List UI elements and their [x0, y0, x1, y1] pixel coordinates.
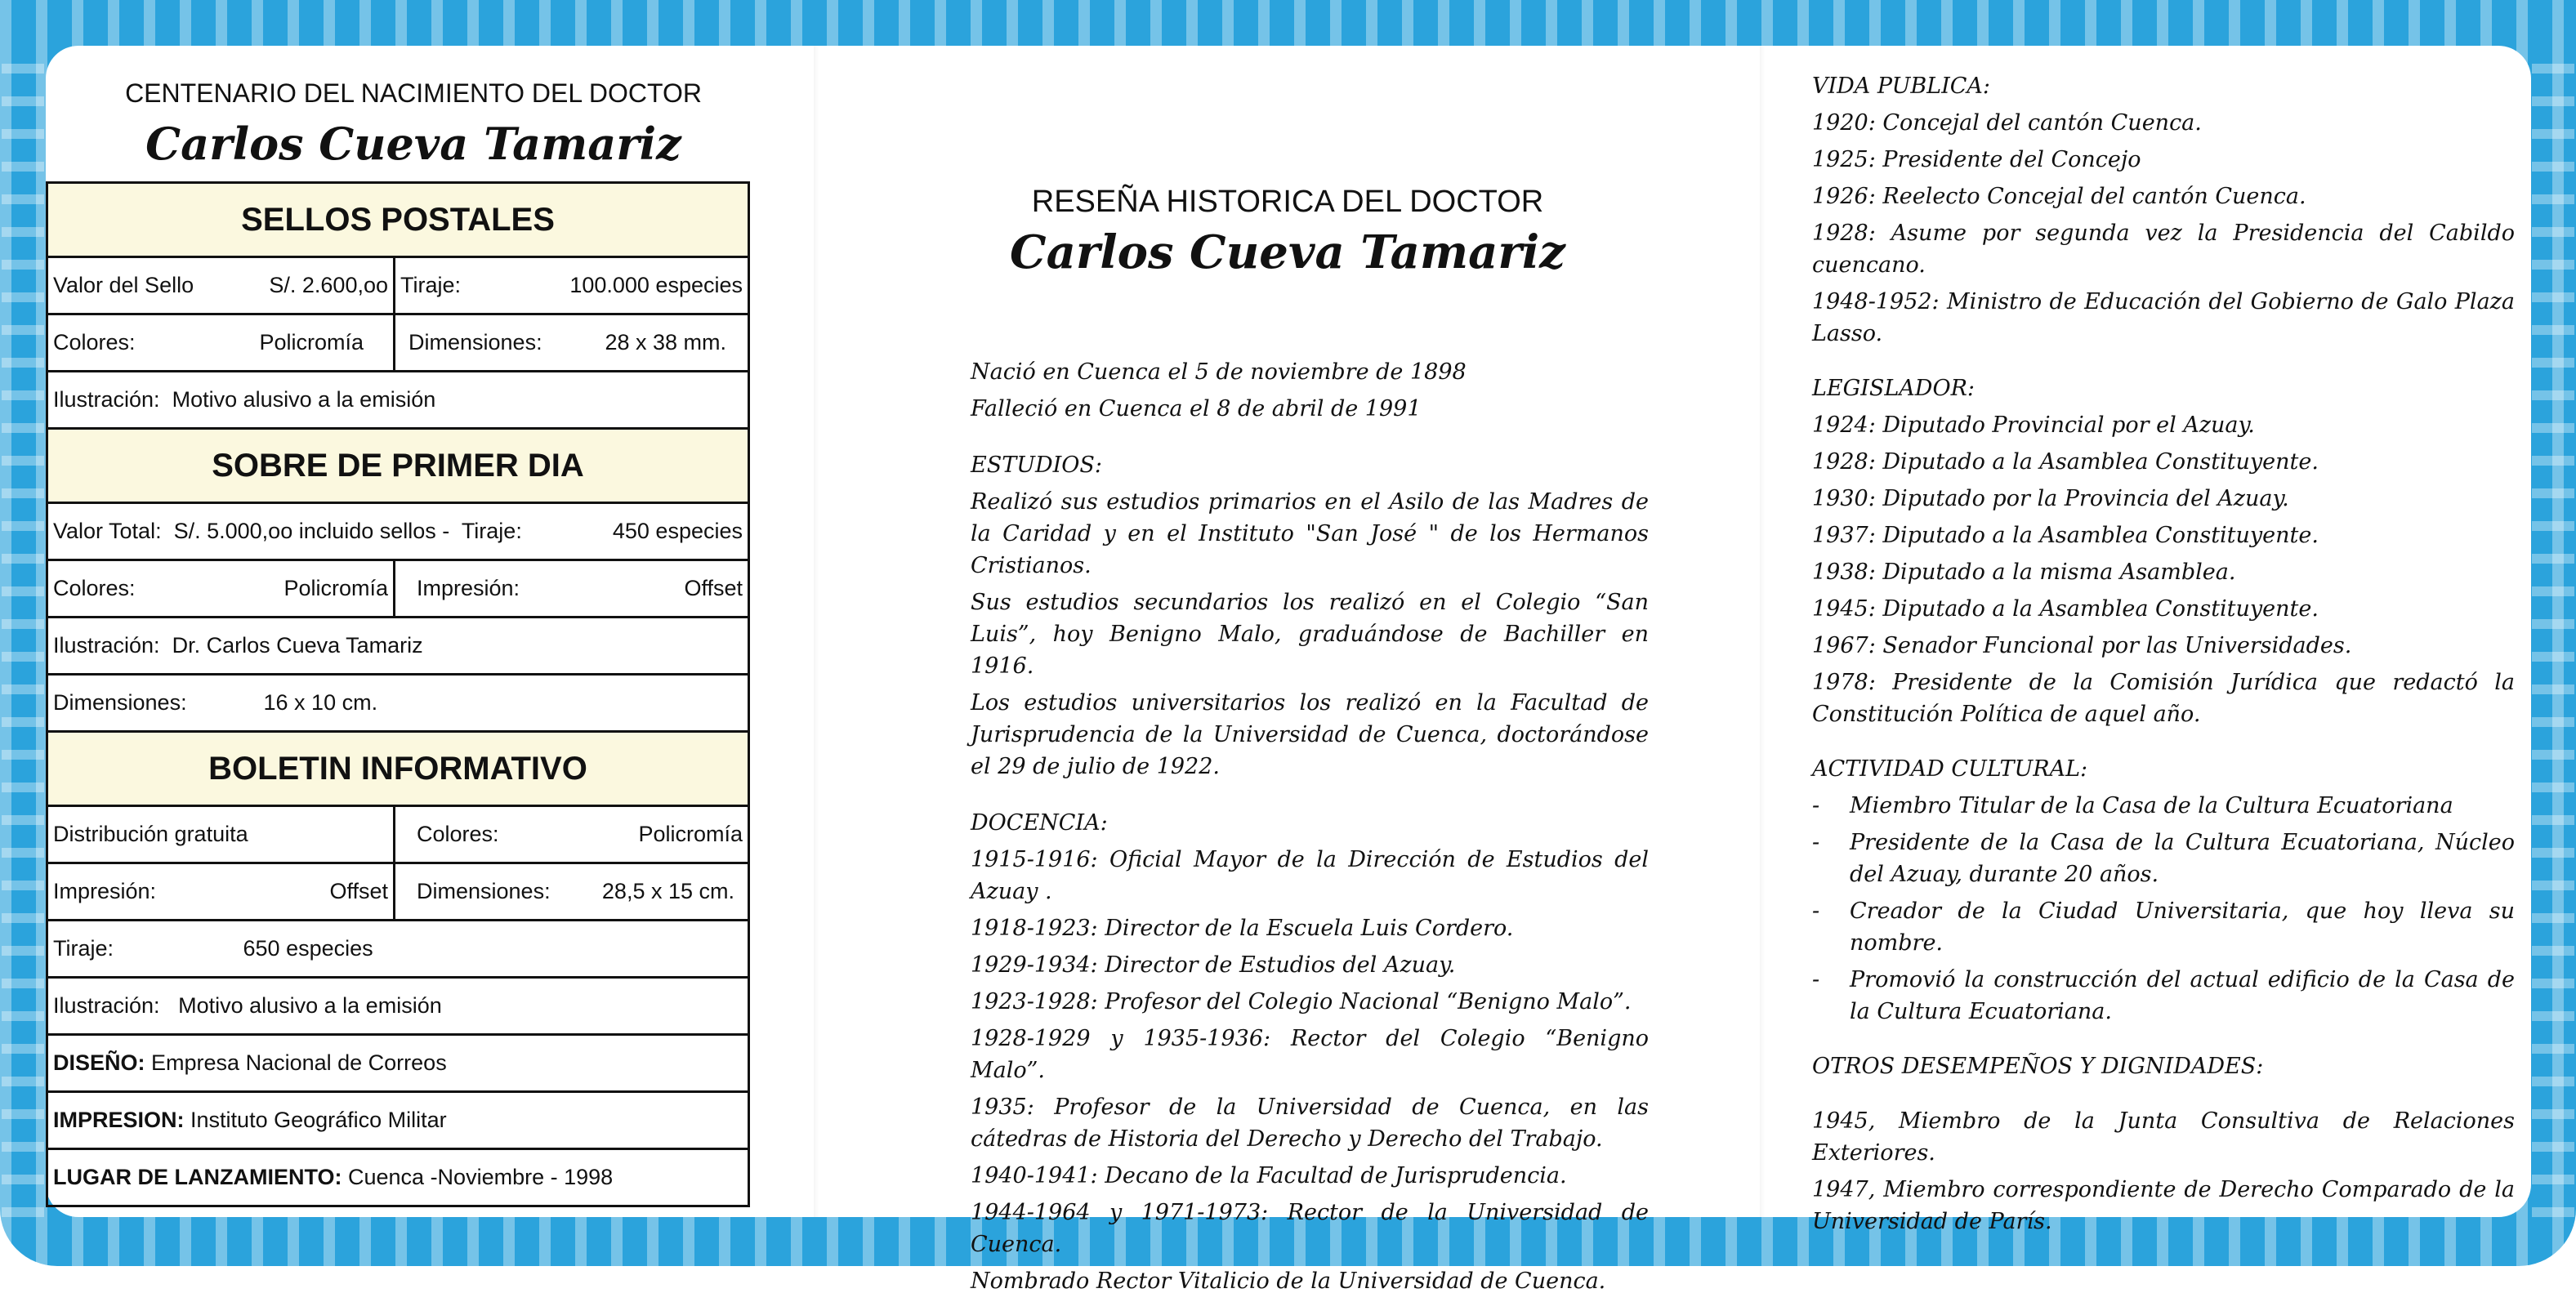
docencia-heading: DOCENCIA: [971, 810, 1108, 836]
boletin-diseno-value: Empresa Nacional de Correos [151, 1050, 447, 1075]
estudios-item: Sus estudios secundarios los realizó en el Colegio “San Luis”, hoy Benigno Malo, graduándose de Bachiller en 1916. [971, 590, 1649, 679]
boletin-lugar-label: LUGAR DE LANZAMIENTO: [53, 1165, 342, 1189]
boletin-colores-value: Policromía [638, 822, 743, 846]
boletin-distribucion-cell [47, 806, 395, 863]
table-row [47, 806, 749, 863]
cultural-list [1812, 790, 2515, 1028]
sobre-valor-cell [47, 503, 749, 560]
sobre-colores-label: Colores: [53, 576, 136, 600]
sellos-ilustracion-label: Ilustración: [53, 387, 160, 412]
legislador-item: 1937: Diputado a la Asamblea Constituyente. [1812, 523, 2319, 548]
boletin-distribucion: Distribución gratuita [53, 822, 248, 846]
otros-heading: OTROS DESEMPEÑOS Y DIGNIDADES: [1812, 1054, 2264, 1079]
boletin-lugar-cell [47, 1149, 749, 1206]
sobre-tiraje-value: 450 especies [612, 519, 743, 543]
boletin-dimensiones-label: Dimensiones: [417, 879, 551, 903]
docencia-item: 1940-1941: Decano de la Facultad de Jurisprudencia. [971, 1163, 1567, 1188]
boletin-ilustracion-label: Ilustración: [53, 993, 160, 1018]
specifications-table [46, 181, 750, 1207]
sobre-valor-value: S/. 5.000,oo incluido sellos - [173, 519, 450, 543]
sellos-title-row [47, 183, 749, 257]
legislador-item: 1978: Presidente de la Comisión Jurídica que redactó la Constitución Política de aquel año. [1812, 670, 2515, 727]
estudios-item: Realizó sus estudios primarios en el Asilo de las Madres de la Caridad y en el Instituto "San José " de los Hermanos Cristianos. [971, 489, 1649, 578]
boletin-impresion-cell [47, 863, 395, 921]
legislador-item: 1928: Diputado a la Asamblea Constituyente. [1812, 449, 2319, 475]
sobre-tiraje-label: Tiraje: [461, 519, 522, 543]
boletin-impresion2-cell [47, 1092, 749, 1149]
boletin-lugar-value: Cuenca -Noviembre - 1998 [348, 1165, 614, 1189]
sellos-valor-label: Valor del Sello [53, 273, 194, 297]
biography-title: RESEÑA HISTORICA DEL DOCTOR [1031, 185, 1544, 219]
boletin-ilustracion-cell [47, 978, 749, 1035]
sellos-tiraje-value: 100.000 especies [569, 273, 743, 297]
table-row [47, 257, 749, 314]
vida-item: 1948-1952: Ministro de Educación del Gobierno de Galo Plaza Lasso. [1812, 289, 2515, 346]
sellos-dimensiones-label: Dimensiones: [408, 330, 542, 354]
border-pattern-left [2, 49, 44, 1217]
sellos-tiraje-cell [395, 257, 749, 314]
table-row [47, 863, 749, 921]
docencia-item: Nombrado Rector Vitalicio de la Universidad de Cuenca. [971, 1269, 1606, 1294]
docencia-item: 1935: Profesor de la Universidad de Cuenca, en las cátedras de Historia del Derecho y Derecho del Trabajo. [971, 1095, 1649, 1152]
sobre-impresion-label: Impresión: [417, 576, 520, 600]
sobre-title-row [47, 429, 749, 503]
list-item: - Miembro Titular de la Casa de la Cultura Ecuatoriana [1812, 790, 2515, 822]
biography-panel [928, 46, 1649, 1294]
boletin-tiraje-value: 650 especies [243, 936, 373, 961]
birth-line: Nació en Cuenca el 5 de noviembre de 1898 [971, 359, 1467, 385]
list-item: - Creador de la Ciudad Universitaria, que hoy lleva su nombre. [1812, 895, 2515, 959]
legislador-item: 1938: Diputado a la misma Asamblea. [1812, 560, 2236, 585]
biography-body [971, 356, 1649, 1302]
docencia-item: 1944-1964 y 1971-1973: Rector de la Universidad de Cuenca. [971, 1200, 1649, 1257]
sobre-ilustracion-value: Dr. Carlos Cueva Tamariz [172, 633, 423, 658]
table-row [47, 921, 749, 978]
legislador-heading: LEGISLADOR: [1812, 376, 1976, 401]
centenary-heading: CENTENARIO DEL NACIMIENTO DEL DOCTOR [125, 78, 702, 108]
table-row [47, 1035, 749, 1092]
issue-details-panel [46, 46, 773, 1217]
vida-item: 1920: Concejal del cantón Cuenca. [1812, 110, 2202, 136]
boletin-dimensiones-cell [395, 863, 749, 921]
sellos-valor-value: S/. 2.600,oo [269, 273, 388, 297]
sobre-ilustracion-label: Ilustración: [53, 633, 160, 658]
boletin-title-row [47, 732, 749, 806]
boletin-colores-cell [395, 806, 749, 863]
fold-line-right [1760, 46, 1765, 1217]
sellos-dimensiones-value: 28 x 38 mm. [605, 330, 726, 354]
table-row [47, 675, 749, 732]
boletin-diseno-cell [47, 1035, 749, 1092]
sobre-dimensiones-value: 16 x 10 cm. [263, 690, 378, 715]
legislador-item: 1945: Diputado a la Asamblea Constituyente. [1812, 596, 2319, 622]
sellos-ilustracion-cell [47, 372, 749, 429]
sellos-colores-label: Colores: [53, 330, 136, 354]
boletin-tiraje-cell [47, 921, 749, 978]
vida-item: 1926: Reelecto Concejal del cantón Cuenca. [1812, 184, 2306, 209]
sobre-impresion-value: Offset [684, 576, 743, 600]
otros-item: 1947, Miembro correspondiente de Derecho Comparado de la Universidad de París. [1812, 1177, 2515, 1234]
cultural-heading: ACTIVIDAD CULTURAL: [1812, 756, 2088, 782]
sellos-ilustracion-value: Motivo alusivo a la emisión [172, 387, 436, 412]
boletin-impresion-label: Impresión: [53, 879, 157, 903]
sellos-dimensiones-cell [395, 314, 749, 372]
otros-item: 1945, Miembro de la Junta Consultiva de Relaciones Exteriores. [1812, 1108, 2515, 1166]
boletin-impresion2-value: Instituto Geográfico Militar [190, 1108, 447, 1132]
sobre-dimensiones-cell [47, 675, 749, 732]
boletin-impresion-value: Offset [329, 879, 388, 903]
death-line: Falleció en Cuenca el 8 de abril de 1991 [971, 396, 1422, 421]
list-item: - Presidente de la Casa de la Cultura Ecuatoriana, Núcleo del Azuay, durante 20 años. [1812, 827, 2515, 890]
boletin-colores-label: Colores: [417, 822, 499, 846]
sellos-tiraje-label: Tiraje: [400, 273, 462, 297]
docencia-item: 1923-1928: Profesor del Colegio Nacional “Benigno Malo”. [971, 989, 1632, 1014]
table-row [47, 372, 749, 429]
sobre-title: SOBRE DE PRIMER DIA [47, 429, 749, 503]
sobre-ilustracion-cell [47, 618, 749, 675]
border-pattern-right [2532, 49, 2574, 1217]
docencia-item: 1918-1923: Director de la Escuela Luis Cordero. [971, 916, 1514, 941]
sellos-title: SELLOS POSTALES [47, 183, 749, 257]
sobre-valor-label: Valor Total: [53, 519, 162, 543]
table-row [47, 618, 749, 675]
estudios-heading: ESTUDIOS: [971, 453, 1103, 478]
table-row [47, 503, 749, 560]
biography-name: Carlos Cueva Tamariz [1010, 225, 1565, 279]
boletin-title: BOLETIN INFORMATIVO [47, 732, 749, 806]
docencia-item: 1915-1916: Oficial Mayor de la Dirección de Estudios del Azuay . [971, 847, 1649, 904]
boletin-tiraje-label: Tiraje: [53, 936, 114, 961]
boletin-ilustracion-value: Motivo alusivo a la emisión [178, 993, 442, 1018]
legislador-item: 1967: Senador Funcional por las Universidades. [1812, 633, 2352, 658]
sobre-dimensiones-label: Dimensiones: [53, 690, 187, 715]
vida-heading: VIDA PUBLICA: [1812, 74, 1991, 99]
career-panel [1812, 70, 2515, 1242]
legislador-item: 1930: Diputado por la Provincia del Azuay. [1812, 486, 2289, 511]
docencia-item: 1928-1929 y 1935-1936: Rector del Colegio “Benigno Malo”. [971, 1026, 1649, 1083]
sobre-impresion-cell [395, 560, 749, 618]
boletin-dimensiones-value: 28,5 x 15 cm. [601, 879, 734, 903]
boletin-diseno-label: DISEÑO: [53, 1050, 145, 1075]
sellos-colores-cell [47, 314, 395, 372]
sellos-valor-cell [47, 257, 395, 314]
table-row [47, 978, 749, 1035]
list-item: - Promovió la construcción del actual edificio de la Casa de la Cultura Ecuatoriana. [1812, 964, 2515, 1028]
table-row [47, 1092, 749, 1149]
boletin-impresion2-label: IMPRESION: [53, 1108, 185, 1132]
fold-line-left [814, 46, 819, 1217]
table-row [47, 1149, 749, 1206]
brochure-page [46, 46, 2531, 1294]
centenary-name: Carlos Cueva Tamariz [145, 118, 681, 170]
estudios-item: Los estudios universitarios los realizó en la Facultad de Jurisprudencia de la Universidad de Cuenca, doctorándose el 29 de julio de 1922. [971, 690, 1649, 779]
sellos-colores-value: Policromía [259, 330, 364, 354]
legislador-item: 1924: Diputado Provincial por el Azuay. [1812, 412, 2255, 438]
sobre-colores-cell [47, 560, 395, 618]
vida-item: 1928: Asume por segunda vez la Presidencia del Cabildo cuencano. [1812, 221, 2515, 278]
sobre-colores-value: Policromía [283, 576, 388, 600]
docencia-item: 1929-1934: Director de Estudios del Azuay. [971, 952, 1456, 978]
vida-item: 1925: Presidente del Concejo [1812, 147, 2141, 172]
table-row [47, 314, 749, 372]
table-row [47, 560, 749, 618]
